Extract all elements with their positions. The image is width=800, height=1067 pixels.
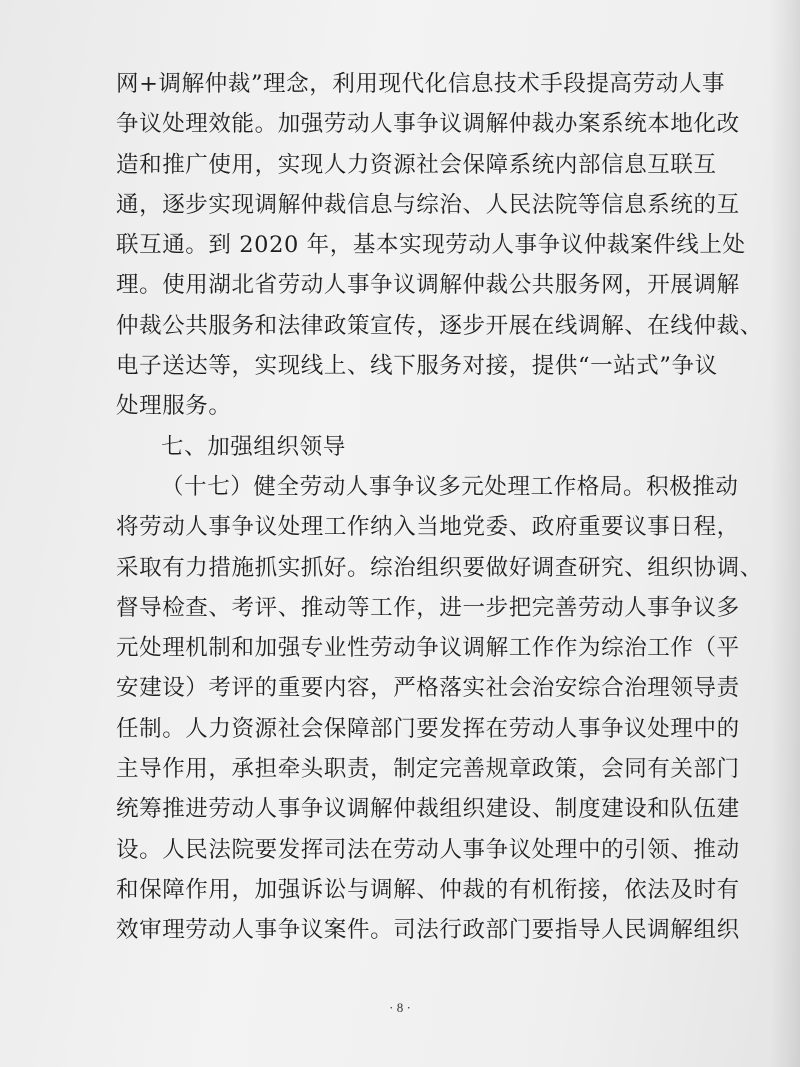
text-line: 处理服务。 xyxy=(116,393,232,420)
text-line: 造和推广使用，实现人力资源社会保障系统内部信息互联互 xyxy=(116,151,717,178)
text-line: 督导检查、考评、推动等工作，进一步把完善劳动人事争议多 xyxy=(116,594,740,621)
text-line: 主导作用，承担牵头职责，制定完善规章政策，会同有关部门 xyxy=(116,756,740,783)
text-line: 安建设）考评的重要内容，严格落实社会治安综合治理领导责 xyxy=(116,675,740,702)
paragraph-start: （十七）健全劳动人事争议多元处理工作格局。积极推动 xyxy=(161,473,739,500)
page-fold-shadow xyxy=(770,0,800,1067)
text-line: 理。使用湖北省劳动人事争议调解仲裁公共服务网，开展调解 xyxy=(116,272,740,299)
text-line: 效审理劳动人事争议案件。司法行政部门要指导人民调解组织 xyxy=(116,917,740,944)
section-heading: 七、加强组织领导 xyxy=(161,433,346,460)
text-line: 设。人民法院要发挥司法在劳动人事争议处理中的引领、推动 xyxy=(116,836,740,863)
text-line: 联互通。到 2020 年，基本实现劳动人事争议仲裁案件线上处 xyxy=(116,232,746,259)
text-line: 统筹推进劳动人事争议调解仲裁组织建设、制度建设和队伍建 xyxy=(116,796,740,823)
text-line: 争议处理效能。加强劳动人事争议调解仲裁办案系统本地化改 xyxy=(116,111,740,138)
text-line: 网+调解仲裁”理念，利用现代化信息技术手段提高劳动人事 xyxy=(116,71,726,97)
page-number: · 8 · xyxy=(389,1000,411,1015)
text-line: 仲裁公共服务和法律政策宣传，逐步开展在线调解、在线仲裁、 xyxy=(116,312,763,339)
text-line: 任制。人力资源社会保障部门要发挥在劳动人事争议处理中的 xyxy=(116,715,740,742)
text-line: 将劳动人事争议处理工作纳入当地党委、政府重要议事日程， xyxy=(116,514,740,541)
text-line: 采取有力措施抓实抓好。综治组织要做好调查研究、组织协调、 xyxy=(116,554,763,581)
text-line: 元处理机制和加强专业性劳动争议调解工作作为综治工作（平 xyxy=(116,635,740,662)
text-line: 和保障作用，加强诉讼与调解、仲裁的有机衔接，依法及时有 xyxy=(116,876,740,903)
body-text xyxy=(116,64,763,951)
text-line: 电子送达等，实现线上、线下服务对接，提供“一站式”争议 xyxy=(116,353,718,380)
text-line: 通，逐步实现调解仲裁信息与综治、人民法院等信息系统的互 xyxy=(116,191,740,218)
